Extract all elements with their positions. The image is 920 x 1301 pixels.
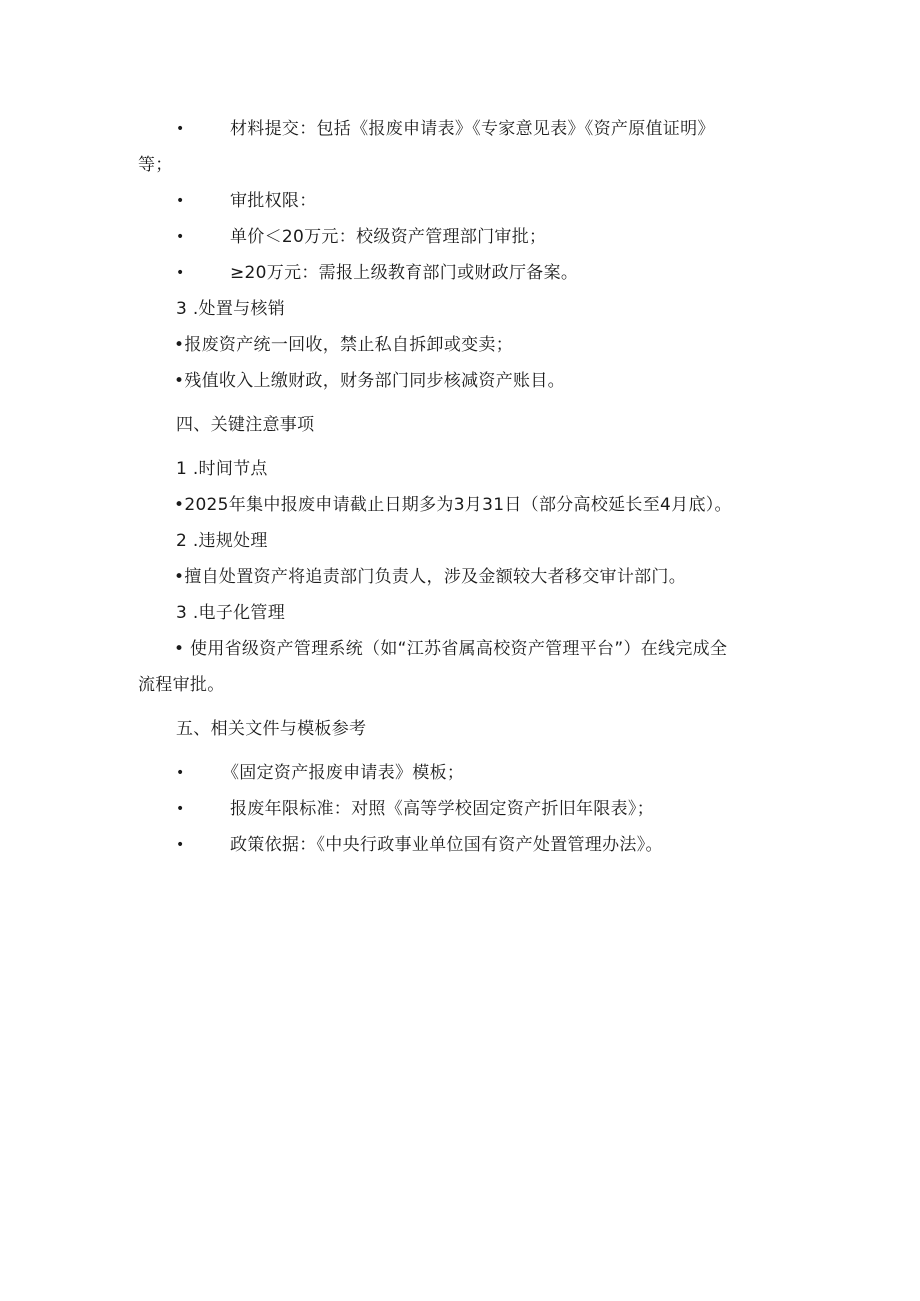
- section-five-item-1: [0, 762, 920, 784]
- section-five-item-3-text: 政策依据：《中央行政事业单位国有资产处置管理办法》。: [230, 835, 663, 855]
- section-four-heading: 四、关键注意事项: [176, 415, 315, 435]
- section-five-heading: 五、相关文件与模板参考: [176, 719, 367, 739]
- bullet-icon: •: [176, 121, 185, 137]
- section-five-item-2: [0, 798, 920, 820]
- bullet-icon: •: [176, 837, 185, 853]
- section-3-heading: 3 .处置与核销: [176, 299, 286, 319]
- approval-item-2: [0, 262, 920, 284]
- section-3-item-1: •报废资产统一回收，禁止私自拆卸或变卖；: [174, 335, 514, 355]
- materials-text: 材料提交：包括《报废申请表》《专家意见表》《资产原值证明》: [230, 119, 715, 139]
- section-four-sub-2-heading: 2 .违规处理: [176, 531, 268, 551]
- section-four-sub-1-text: •2025年集中报废申请截止日期多为3月31日（部分高校延长至4月底）。: [174, 495, 732, 515]
- bullet-icon: •: [176, 765, 185, 781]
- section-four-sub-3-line-1: • 使用省级资产管理系统（如“江苏省属高校资产管理平台”）在线完成全: [174, 639, 728, 659]
- approval-item-1-text: 单价＜20万元：校级资产管理部门审批；: [230, 227, 547, 247]
- section-five-item-2-text: 报废年限标准：对照《高等学校固定资产折旧年限表》；: [230, 799, 654, 819]
- approval-item-1: [0, 226, 920, 248]
- section-five-item-3: [0, 834, 920, 856]
- section-four-sub-2-text: •擅自处置资产将追责部门负责人，涉及金额较大者移交审计部门。: [174, 567, 687, 587]
- section-five-item-1-text: 《固定资产报废申请表》模板；: [222, 763, 465, 783]
- section-four-sub-3-line-2: 流程审批。: [138, 675, 225, 695]
- section-3-item-2: •残值收入上缴财政，财务部门同步核减资产账目。: [174, 371, 565, 391]
- approval-heading-line: [0, 190, 920, 212]
- bullet-icon: •: [176, 801, 185, 817]
- section-four-sub-1-heading: 1 .时间节点: [176, 459, 268, 479]
- bullet-icon: •: [176, 193, 185, 209]
- materials-line: [0, 118, 920, 140]
- bullet-icon: •: [176, 229, 185, 245]
- section-four-sub-3-heading: 3 .电子化管理: [176, 603, 286, 623]
- approval-item-2-text: ≥20万元：需报上级教育部门或财政厅备案。: [230, 263, 579, 283]
- bullet-icon: •: [176, 265, 185, 281]
- materials-continuation: 等；: [138, 155, 173, 175]
- approval-heading: 审批权限：: [230, 191, 317, 211]
